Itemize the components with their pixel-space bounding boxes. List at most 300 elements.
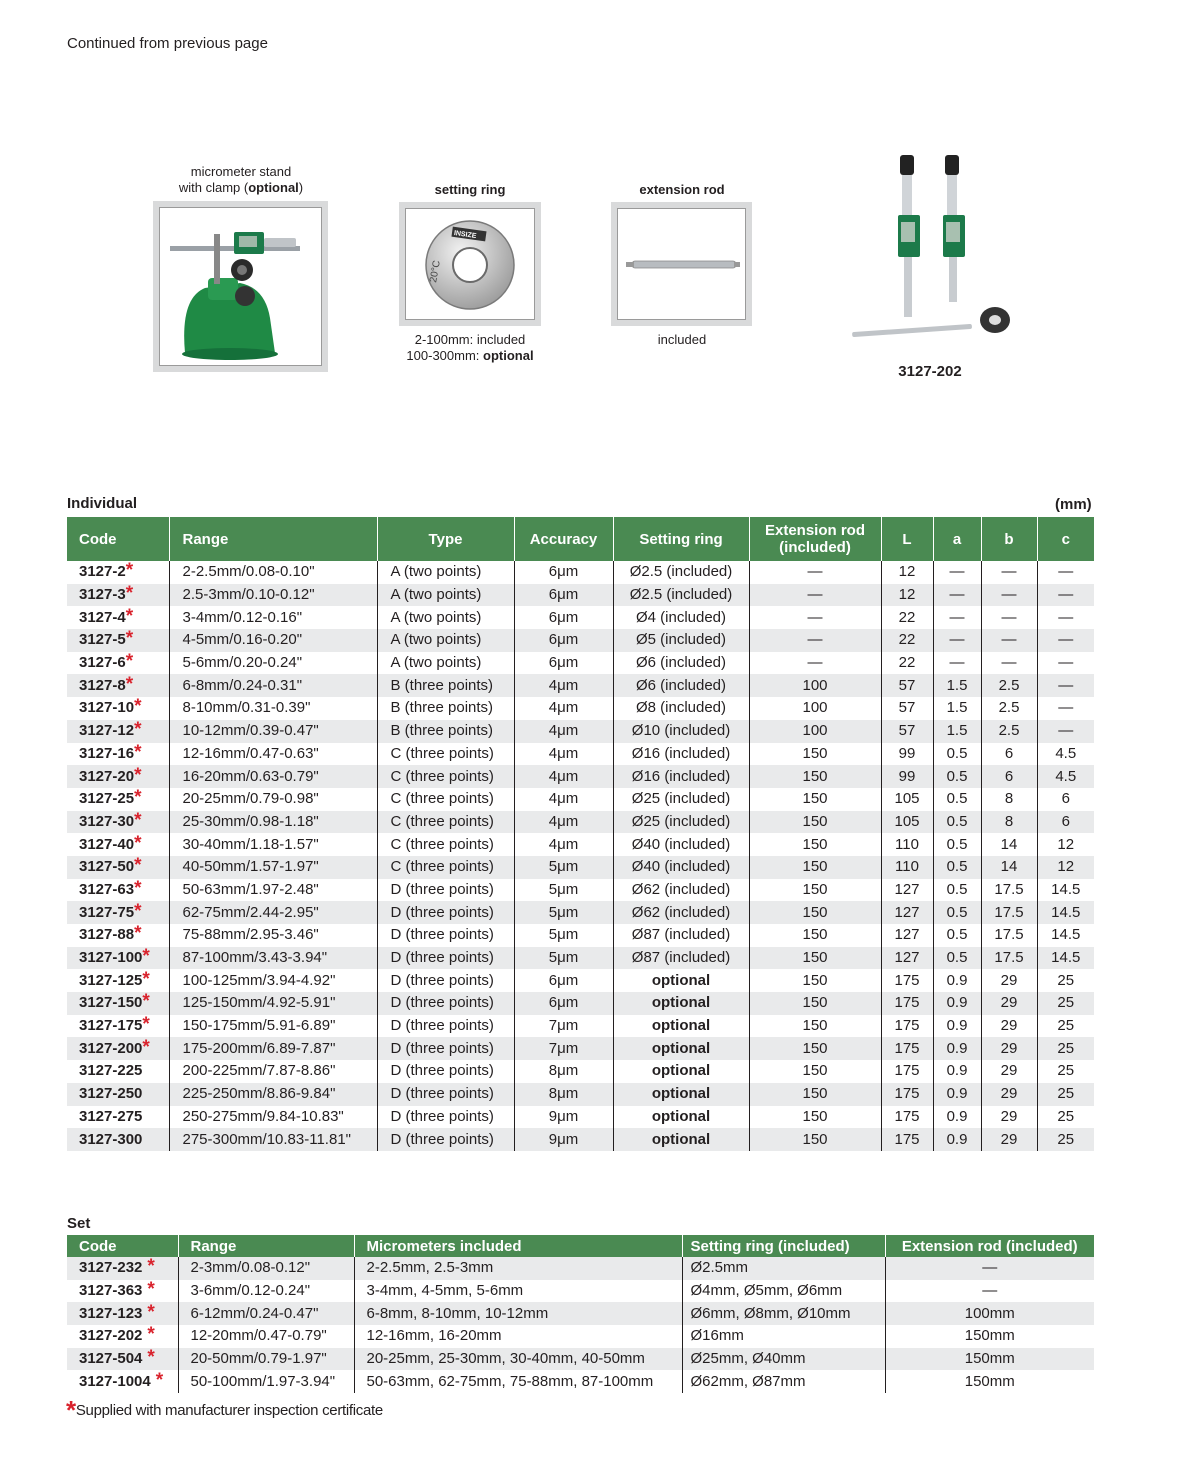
cell-L: 105 xyxy=(881,788,933,811)
row-code: 3127-225 xyxy=(79,1062,143,1080)
cell-ext: 150 xyxy=(749,947,881,970)
cell-range: 250-275mm/9.84-10.83" xyxy=(169,1106,377,1129)
cell-a: 0.5 xyxy=(933,788,981,811)
cell-c: 12 xyxy=(1037,856,1094,879)
cell-ext: 150 xyxy=(749,833,881,856)
set-cell-mics: 50-63mm, 62-75mm, 75-88mm, 87-100mm xyxy=(354,1370,682,1393)
cell-ring: Ø62 (included) xyxy=(613,879,749,902)
set-cell-mics: 6-8mm, 8-10mm, 10-12mm xyxy=(354,1302,682,1325)
set-col-extension-rod: Extension rod (included) xyxy=(885,1235,1094,1257)
col-range: Range xyxy=(169,517,377,561)
row-code: 3127-75* xyxy=(67,901,169,924)
cell-accuracy: 4μm xyxy=(514,788,613,811)
set-col-code: Code xyxy=(67,1235,178,1257)
cell-a: 1.5 xyxy=(933,697,981,720)
cell-type: D (three points) xyxy=(377,1106,514,1129)
cell-L: 110 xyxy=(881,856,933,879)
cell-b: 2.5 xyxy=(981,697,1037,720)
cell-ext: — xyxy=(749,561,881,584)
row-code: 3127-16* xyxy=(79,741,142,763)
cell-b: — xyxy=(981,561,1037,584)
cell-ring: Ø10 (included) xyxy=(613,720,749,743)
certificate-star: * xyxy=(134,900,142,922)
row-code: 3127-150* xyxy=(67,992,169,1015)
cell-b: 14 xyxy=(981,833,1037,856)
cell-c: 25 xyxy=(1037,1060,1094,1083)
row-code: 3127-50* xyxy=(67,856,169,879)
cell-ext: 150 xyxy=(749,1128,881,1151)
cell-type: D (three points) xyxy=(377,901,514,924)
cell-ext: 150 xyxy=(749,969,881,992)
cell-a: 0.9 xyxy=(933,1015,981,1038)
row-code: 3127-100* xyxy=(67,947,169,970)
cell-c: 25 xyxy=(1037,1128,1094,1151)
set-title: Set xyxy=(67,1215,91,1232)
set-cell-mics: 20-25mm, 25-30mm, 30-40mm, 40-50mm xyxy=(354,1348,682,1371)
table-row xyxy=(67,561,1094,584)
row-code: 3127-30* xyxy=(67,811,169,834)
footnote xyxy=(66,1395,383,1425)
certificate-star: * xyxy=(142,1036,150,1058)
row-code: 3127-63* xyxy=(79,877,142,899)
cell-ext: 150 xyxy=(749,924,881,947)
cell-a: 0.9 xyxy=(933,1060,981,1083)
cell-b: — xyxy=(981,606,1037,629)
cell-ext: 150 xyxy=(749,992,881,1015)
col-a: a xyxy=(933,517,981,561)
ring-brand-text: INSIZE xyxy=(453,229,477,241)
row-code: 3127-2* xyxy=(79,560,134,582)
row-code: 3127-200* xyxy=(67,1037,169,1060)
cell-ring: optional xyxy=(613,1106,749,1129)
table-row xyxy=(67,1106,1094,1129)
cell-type: A (two points) xyxy=(377,561,514,584)
col-code: Code xyxy=(67,517,169,561)
set-cell-range: 2-3mm/0.08-0.12" xyxy=(178,1257,354,1280)
cell-L: 12 xyxy=(881,561,933,584)
cell-b: 29 xyxy=(981,1128,1037,1151)
cell-range: 100-125mm/3.94-4.92" xyxy=(169,969,377,992)
certificate-star: * xyxy=(125,651,134,673)
cell-range: 2.5-3mm/0.10-0.12" xyxy=(169,584,377,607)
cell-c: 25 xyxy=(1037,992,1094,1015)
cell-ring: Ø40 (included) xyxy=(613,856,749,879)
cell-type: D (three points) xyxy=(377,1015,514,1038)
cell-range: 175-200mm/6.89-7.87" xyxy=(169,1037,377,1060)
cell-accuracy: 5μm xyxy=(514,947,613,970)
cell-b: — xyxy=(981,652,1037,675)
set-cell-ext: 100mm xyxy=(885,1302,1094,1325)
set-cell-ring: Ø62mm, Ø87mm xyxy=(682,1370,885,1393)
cell-ext: 150 xyxy=(749,1106,881,1129)
cell-range: 2-2.5mm/0.08-0.10" xyxy=(169,561,377,584)
cell-L: 99 xyxy=(881,765,933,788)
certificate-star: * xyxy=(147,1324,155,1346)
certificate-star: * xyxy=(142,991,150,1013)
cell-ring: Ø6 (included) xyxy=(613,652,749,675)
cell-ext: 150 xyxy=(749,1037,881,1060)
cell-c: 25 xyxy=(1037,1106,1094,1129)
table-row xyxy=(67,1037,1094,1060)
cell-b: 2.5 xyxy=(981,674,1037,697)
cell-type: D (three points) xyxy=(377,879,514,902)
ring-image-frame xyxy=(399,202,541,326)
cell-ring: Ø8 (included) xyxy=(613,697,749,720)
cell-ring: optional xyxy=(613,1015,749,1038)
certificate-star: * xyxy=(142,1014,150,1036)
cell-c: 12 xyxy=(1037,833,1094,856)
cell-L: 175 xyxy=(881,1128,933,1151)
set-cell-range: 6-12mm/0.24-0.47" xyxy=(178,1302,354,1325)
row-code: 3127-175* xyxy=(79,1014,150,1036)
cell-a: — xyxy=(933,629,981,652)
cell-L: 105 xyxy=(881,811,933,834)
cell-type: B (three points) xyxy=(377,697,514,720)
cell-a: 0.5 xyxy=(933,743,981,766)
table-row xyxy=(67,765,1094,788)
cell-range: 150-175mm/5.91-6.89" xyxy=(169,1015,377,1038)
cell-range: 275-300mm/10.83-11.81" xyxy=(169,1128,377,1151)
cell-L: 57 xyxy=(881,697,933,720)
rod-note: included xyxy=(657,332,707,347)
certificate-star: * xyxy=(147,1301,155,1323)
cell-ext: — xyxy=(749,652,881,675)
cell-type: C (three points) xyxy=(377,811,514,834)
cell-a: 0.9 xyxy=(933,1128,981,1151)
cell-type: C (three points) xyxy=(377,765,514,788)
table-row xyxy=(67,1325,1094,1348)
cell-a: 0.5 xyxy=(933,833,981,856)
cell-a: — xyxy=(933,606,981,629)
cell-c: 25 xyxy=(1037,1015,1094,1038)
row-code: 3127-6* xyxy=(79,651,134,673)
ring-notes: 2-100mm: included 100-300mm: optional xyxy=(406,332,534,363)
cell-type: C (three points) xyxy=(377,856,514,879)
certificate-star: * xyxy=(134,741,142,763)
cell-type: D (three points) xyxy=(377,924,514,947)
cell-ring: Ø25 (included) xyxy=(613,811,749,834)
cell-accuracy: 9μm xyxy=(514,1106,613,1129)
set-cell-mics: 2-2.5mm, 2.5-3mm xyxy=(354,1257,682,1280)
cell-range: 12-16mm/0.47-0.63" xyxy=(169,743,377,766)
cell-ring: Ø62 (included) xyxy=(613,901,749,924)
table-row xyxy=(67,811,1094,834)
cell-c: — xyxy=(1037,674,1094,697)
cell-type: A (two points) xyxy=(377,584,514,607)
cell-accuracy: 6μm xyxy=(514,561,613,584)
cell-ring: optional xyxy=(613,992,749,1015)
cell-c: — xyxy=(1037,584,1094,607)
table-row xyxy=(67,720,1094,743)
cell-a: 0.9 xyxy=(933,1037,981,1060)
certificate-star: * xyxy=(134,787,142,809)
cell-b: 2.5 xyxy=(981,720,1037,743)
cell-type: D (three points) xyxy=(377,1083,514,1106)
certificate-star: * xyxy=(134,764,142,786)
cell-range: 8-10mm/0.31-0.39" xyxy=(169,697,377,720)
cell-c: 14.5 xyxy=(1037,901,1094,924)
set-cell-ext: — xyxy=(885,1257,1094,1280)
set-header-row xyxy=(67,1235,1094,1257)
col-c: c xyxy=(1037,517,1094,561)
cell-c: — xyxy=(1037,606,1094,629)
cell-b: 6 xyxy=(981,765,1037,788)
row-code: 3127-275 xyxy=(79,1107,143,1125)
cell-ext: 150 xyxy=(749,1015,881,1038)
cell-b: 29 xyxy=(981,1083,1037,1106)
certificate-star: * xyxy=(134,877,142,899)
cell-c: 25 xyxy=(1037,1037,1094,1060)
set-cell-ext: — xyxy=(885,1280,1094,1303)
certificate-star: * xyxy=(125,673,134,695)
table-row xyxy=(67,1083,1094,1106)
table-row xyxy=(67,1257,1094,1280)
cell-accuracy: 4μm xyxy=(514,697,613,720)
cell-type: D (three points) xyxy=(377,969,514,992)
cell-ring: Ø2.5 (included) xyxy=(613,584,749,607)
cell-a: — xyxy=(933,652,981,675)
set-cell-ext: 150mm xyxy=(885,1348,1094,1371)
set-cell-ext: 150mm xyxy=(885,1325,1094,1348)
set-table xyxy=(67,1235,1094,1393)
certificate-star: * xyxy=(125,628,134,650)
cell-a: 0.5 xyxy=(933,924,981,947)
table-row xyxy=(67,674,1094,697)
cell-c: 25 xyxy=(1037,969,1094,992)
footnote-text: Supplied with manufacturer inspection certificate xyxy=(75,1402,383,1419)
cell-range: 87-100mm/3.43-3.94" xyxy=(169,947,377,970)
set-cell-ring: Ø6mm, Ø8mm, Ø10mm xyxy=(682,1302,885,1325)
cell-L: 127 xyxy=(881,901,933,924)
cell-ring: Ø4 (included) xyxy=(613,606,749,629)
table-row xyxy=(67,1015,1094,1038)
row-code: 3127-40* xyxy=(79,832,142,854)
cell-ring: optional xyxy=(613,1060,749,1083)
cell-ring: optional xyxy=(613,969,749,992)
cell-L: 175 xyxy=(881,992,933,1015)
cell-a: 0.5 xyxy=(933,765,981,788)
ring-temp-text: 20°C xyxy=(428,259,443,284)
cell-L: 175 xyxy=(881,1015,933,1038)
cell-b: 17.5 xyxy=(981,924,1037,947)
row-code: 3127-3* xyxy=(67,584,169,607)
cell-range: 50-63mm/1.97-2.48" xyxy=(169,879,377,902)
cell-b: 17.5 xyxy=(981,879,1037,902)
cell-accuracy: 5μm xyxy=(514,856,613,879)
cell-ext: 150 xyxy=(749,1060,881,1083)
table-row xyxy=(67,629,1094,652)
cell-ext: 150 xyxy=(749,743,881,766)
set-cell-range: 12-20mm/0.47-0.79" xyxy=(178,1325,354,1348)
set-cell-ext: 150mm xyxy=(885,1370,1094,1393)
cell-L: 57 xyxy=(881,720,933,743)
cell-c: — xyxy=(1037,720,1094,743)
set-cell-range: 3-6mm/0.12-0.24" xyxy=(178,1280,354,1303)
cell-c: 14.5 xyxy=(1037,924,1094,947)
cell-type: B (three points) xyxy=(377,674,514,697)
table-row xyxy=(67,743,1094,766)
cell-L: 22 xyxy=(881,652,933,675)
table-row xyxy=(67,924,1094,947)
cell-b: — xyxy=(981,584,1037,607)
certificate-star: * xyxy=(134,696,142,718)
cell-range: 10-12mm/0.39-0.47" xyxy=(169,720,377,743)
rod-title: extension rod xyxy=(639,182,725,197)
set-row-code: 3127-504 * xyxy=(67,1348,178,1371)
row-code: 3127-88* xyxy=(79,923,142,945)
cell-accuracy: 6μm xyxy=(514,992,613,1015)
cell-a: — xyxy=(933,561,981,584)
cell-b: 14 xyxy=(981,856,1037,879)
cell-ext: 150 xyxy=(749,901,881,924)
cell-range: 4-5mm/0.16-0.20" xyxy=(169,629,377,652)
table-row xyxy=(67,1060,1094,1083)
table-row xyxy=(67,606,1094,629)
cell-L: 99 xyxy=(881,743,933,766)
table-row xyxy=(67,856,1094,879)
set-cell-range: 20-50mm/0.79-1.97" xyxy=(178,1348,354,1371)
cell-ext: — xyxy=(749,629,881,652)
certificate-star: * xyxy=(134,719,142,741)
cell-range: 200-225mm/7.87-8.86" xyxy=(169,1060,377,1083)
cell-range: 30-40mm/1.18-1.57" xyxy=(169,833,377,856)
cell-range: 125-150mm/4.92-5.91" xyxy=(169,992,377,1015)
cell-a: — xyxy=(933,584,981,607)
table-row xyxy=(67,1280,1094,1303)
cell-a: 1.5 xyxy=(933,720,981,743)
cell-type: C (three points) xyxy=(377,743,514,766)
cell-L: 22 xyxy=(881,629,933,652)
cell-accuracy: 6μm xyxy=(514,629,613,652)
cell-L: 57 xyxy=(881,674,933,697)
cell-a: 0.5 xyxy=(933,856,981,879)
certificate-star: * xyxy=(134,832,142,854)
cell-b: 29 xyxy=(981,1106,1037,1129)
cell-ring: optional xyxy=(613,1128,749,1151)
cell-a: 0.9 xyxy=(933,992,981,1015)
col-setting-ring: Setting ring xyxy=(613,517,749,561)
cell-type: A (two points) xyxy=(377,652,514,675)
cell-c: — xyxy=(1037,629,1094,652)
table-row xyxy=(67,1370,1094,1393)
certificate-star: * xyxy=(147,1347,155,1369)
col-type: Type xyxy=(377,517,514,561)
cell-type: D (three points) xyxy=(377,947,514,970)
set-row-code: 3127-1004 * xyxy=(79,1369,164,1391)
set-row-code: 3127-363 * xyxy=(79,1279,155,1301)
cell-accuracy: 8μm xyxy=(514,1060,613,1083)
cell-b: 29 xyxy=(981,1060,1037,1083)
cell-a: 0.5 xyxy=(933,811,981,834)
cell-ring: Ø6 (included) xyxy=(613,674,749,697)
cell-ring: Ø16 (included) xyxy=(613,743,749,766)
cell-ring: optional xyxy=(613,1037,749,1060)
cell-b: 17.5 xyxy=(981,901,1037,924)
cell-type: D (three points) xyxy=(377,1128,514,1151)
cell-accuracy: 7μm xyxy=(514,1015,613,1038)
cell-type: A (two points) xyxy=(377,606,514,629)
row-code: 3127-5* xyxy=(67,629,169,652)
cell-accuracy: 7μm xyxy=(514,1037,613,1060)
cell-ext: 100 xyxy=(749,674,881,697)
row-code: 3127-250 xyxy=(67,1083,169,1106)
cell-b: — xyxy=(981,629,1037,652)
certificate-star: * xyxy=(134,923,142,945)
cell-L: 175 xyxy=(881,1106,933,1129)
cell-ring: optional xyxy=(613,1083,749,1106)
cell-a: 0.9 xyxy=(933,1106,981,1129)
unit-label: (mm) xyxy=(1055,496,1092,513)
set-cell-mics: 3-4mm, 4-5mm, 5-6mm xyxy=(354,1280,682,1303)
stand-image-frame xyxy=(153,201,328,372)
cell-ring: Ø16 (included) xyxy=(613,765,749,788)
rod-image-frame xyxy=(611,202,752,326)
col-extension-rod: Extension rod (included) xyxy=(749,517,881,561)
cell-b: 29 xyxy=(981,969,1037,992)
cell-L: 127 xyxy=(881,879,933,902)
cell-a: 1.5 xyxy=(933,674,981,697)
table-row xyxy=(67,833,1094,856)
table-row xyxy=(67,1348,1094,1371)
individual-table xyxy=(67,517,1094,1151)
table-row xyxy=(67,992,1094,1015)
cell-a: 0.5 xyxy=(933,879,981,902)
cell-ring: Ø2.5 (included) xyxy=(613,561,749,584)
individual-title: Individual xyxy=(67,495,138,512)
cell-accuracy: 9μm xyxy=(514,1128,613,1151)
stand-caption: micrometer stand with clamp (optional) xyxy=(178,164,304,195)
table-row xyxy=(67,879,1094,902)
product-image xyxy=(842,150,1022,350)
set-cell-range: 50-100mm/1.97-3.94" xyxy=(178,1370,354,1393)
cell-accuracy: 6μm xyxy=(514,606,613,629)
cell-accuracy: 4μm xyxy=(514,833,613,856)
cell-range: 16-20mm/0.63-0.79" xyxy=(169,765,377,788)
cell-ext: — xyxy=(749,584,881,607)
cell-a: 0.5 xyxy=(933,901,981,924)
cell-L: 175 xyxy=(881,969,933,992)
cell-L: 175 xyxy=(881,1060,933,1083)
cell-a: 0.5 xyxy=(933,947,981,970)
certificate-star: * xyxy=(125,583,134,605)
set-row-code: 3127-232 * xyxy=(67,1257,178,1280)
certificate-star: * xyxy=(147,1256,155,1278)
footnote-star: * xyxy=(66,1395,76,1425)
cell-b: 8 xyxy=(981,811,1037,834)
cell-ext: 150 xyxy=(749,811,881,834)
certificate-star: * xyxy=(134,855,142,877)
cell-c: 14.5 xyxy=(1037,947,1094,970)
micrometer-stand-image xyxy=(159,207,322,366)
cell-accuracy: 6μm xyxy=(514,969,613,992)
cell-c: 6 xyxy=(1037,788,1094,811)
cell-accuracy: 4μm xyxy=(514,720,613,743)
cell-range: 75-88mm/2.95-3.46" xyxy=(169,924,377,947)
certificate-star: * xyxy=(147,1279,155,1301)
set-col-range: Range xyxy=(178,1235,354,1257)
cell-ring: Ø87 (included) xyxy=(613,924,749,947)
set-cell-ring: Ø4mm, Ø5mm, Ø6mm xyxy=(682,1280,885,1303)
setting-ring-image xyxy=(405,208,535,320)
table-row xyxy=(67,584,1094,607)
col-b: b xyxy=(981,517,1037,561)
cell-accuracy: 6μm xyxy=(514,584,613,607)
cell-ring: Ø25 (included) xyxy=(613,788,749,811)
cell-L: 175 xyxy=(881,1083,933,1106)
table-row xyxy=(67,788,1094,811)
table-row xyxy=(67,697,1094,720)
set-row-code: 3127-202 * xyxy=(79,1324,155,1346)
